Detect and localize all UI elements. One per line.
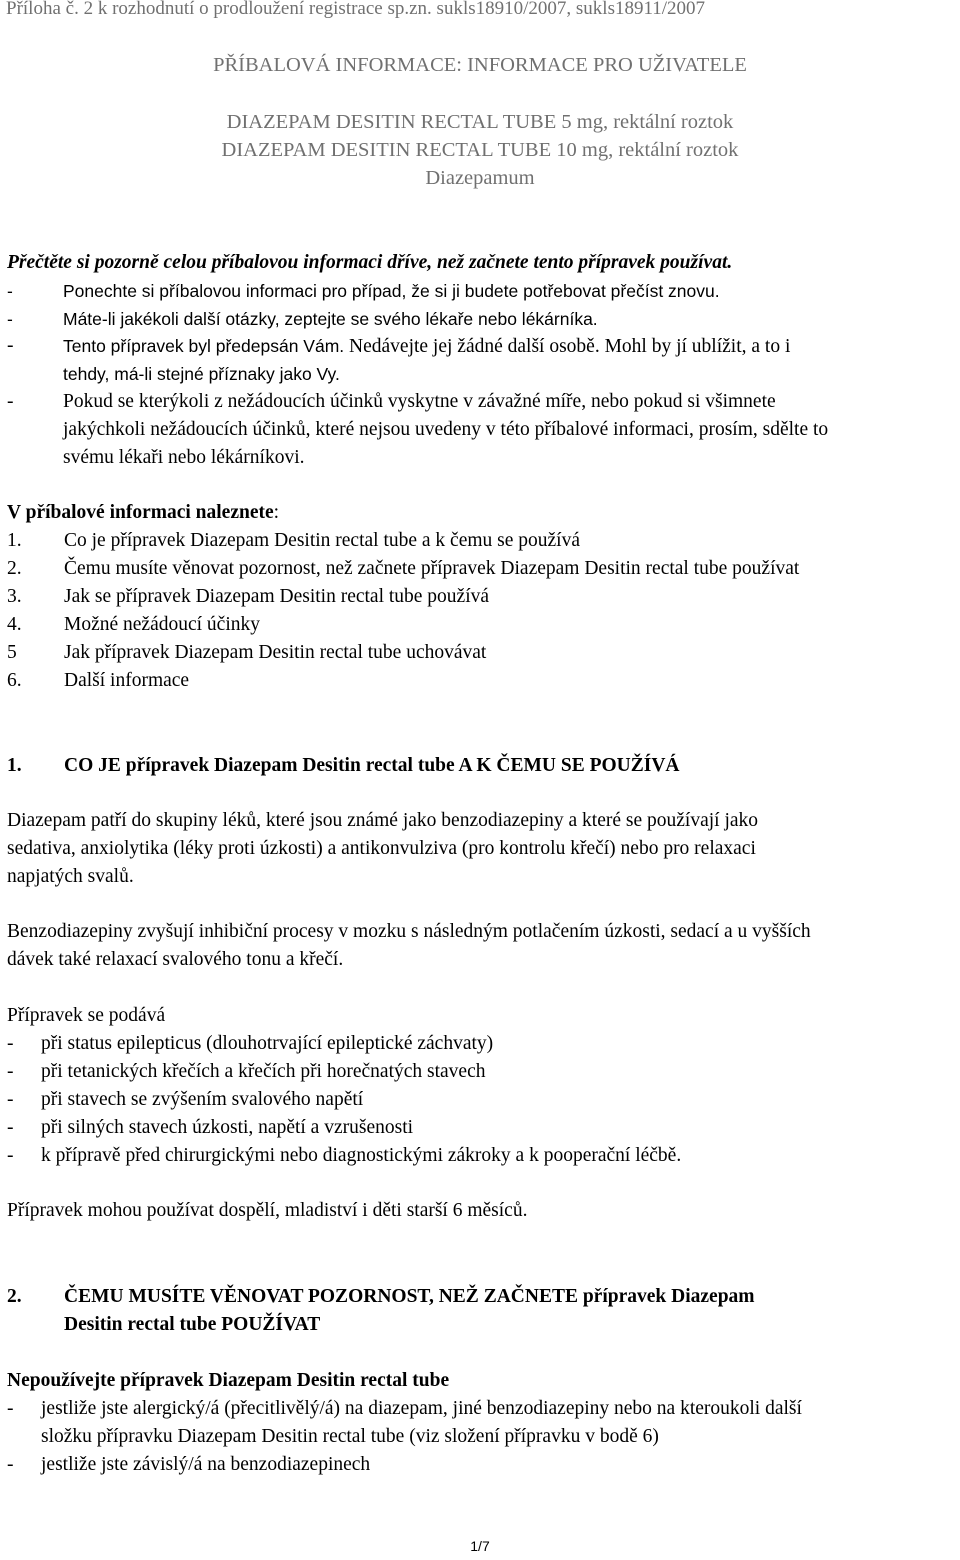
warning-item-part: Tento přípravek byl předepsán Vám. (63, 336, 345, 356)
toc-number: 4. (7, 614, 22, 635)
warning-item-part: Nedávejte jej žádné další osobě. (344, 336, 600, 357)
list-dash: - (7, 1145, 14, 1166)
warning-item: Ponechte si příbalovou informaci pro případ, že si ji budete potřebovat přečíst znovu. (63, 281, 720, 301)
administration-item: k přípravě před chirurgickými nebo diagnostickými zákroky a k pooperační léčbě. (41, 1145, 682, 1166)
section-2-title-continued: Desitin rectal tube POUŽÍVAT (64, 1314, 321, 1335)
toc-item: Čemu musíte věnovat pozornost, než začnete přípravek Diazepam Desitin rectal tube používat (64, 558, 800, 579)
list-dash: - (7, 1033, 14, 1054)
administration-item: při tetanických křečích a křečích při horečnatých stavech (41, 1061, 486, 1082)
list-dash: - (7, 1398, 14, 1419)
list-dash: - (7, 309, 13, 329)
section-1-paragraph: Benzodiazepiny zvyšují inhibiční procesy v mozku s následným potlačením úzkosti, sedací a u vyšších (7, 921, 811, 942)
warning-heading: Přečtěte si pozorně celou příbalovou informaci dříve, než začnete tento přípravek používat. (7, 252, 733, 273)
contraindications-heading: Nepoužívejte přípravek Diazepam Desitin rectal tube (7, 1370, 450, 1391)
list-dash: - (7, 1117, 14, 1138)
toc-heading-colon: : (273, 502, 280, 523)
list-dash: - (7, 391, 14, 412)
section-1-number: 1. (7, 755, 22, 776)
active-substance: Diazepamum (425, 167, 535, 189)
section-1-paragraph: dávek také relaxací svalového tonu a křečí. (7, 949, 344, 970)
list-dash: - (7, 335, 14, 356)
page-number: 1/7 (470, 1538, 490, 1554)
list-dash: - (7, 1061, 14, 1082)
toc-item: Jak přípravek Diazepam Desitin rectal tube uchovávat (64, 642, 487, 663)
section-2-title: ČEMU MUSÍTE VĚNOVAT POZORNOST, NEŽ ZAČNETE přípravek Diazepam (64, 1286, 755, 1307)
toc-item: Co je přípravek Diazepam Desitin rectal tube a k čemu se používá (64, 530, 581, 551)
administration-item: při silných stavech úzkosti, napětí a vzrušenosti (41, 1117, 414, 1138)
administration-heading: Přípravek se podává (7, 1005, 166, 1026)
administration-item: při stavech se zvýšením svalového napětí (41, 1089, 364, 1110)
toc-item: Možné nežádoucí účinky (64, 614, 261, 635)
list-dash: - (7, 1089, 14, 1110)
warning-item: Pokud se kterýkoli z nežádoucích účinků vyskytne v závažné míře, nebo pokud si všimnete (63, 391, 776, 412)
toc-number: 6. (7, 670, 22, 691)
list-dash: - (7, 1454, 14, 1475)
warning-item-continued: svému lékaři nebo lékárníkovi. (63, 447, 305, 468)
administration-item: při status epilepticus (dlouhotrvající epileptické záchvaty) (41, 1033, 494, 1054)
toc-number: 1. (7, 530, 22, 551)
warning-item-continued: jakýchkoli nežádoucích účinků, které nejsou uvedeny v této příbalové informaci, prosím, sdělte to (63, 419, 829, 440)
warning-item (63, 332, 790, 361)
toc-number: 2. (7, 558, 22, 579)
toc-heading-text: V příbalové informaci naleznete (7, 502, 274, 523)
usage-statement: Přípravek mohou používat dospělí, mladiství i děti starší 6 měsíců. (7, 1200, 528, 1221)
contraindication-item: jestliže jste alergický/á (přecitlivělý/á) na diazepam, jiné benzodiazepiny nebo na kteroukoli další (41, 1398, 802, 1419)
section-2-number: 2. (7, 1286, 22, 1307)
document-title: PŘÍBALOVÁ INFORMACE: INFORMACE PRO UŽIVATELE (213, 54, 747, 76)
warning-item: Máte-li jakékoli další otázky, zeptejte se svého lékaře nebo lékárníka. (63, 309, 598, 329)
contraindication-item: jestliže jste závislý/á na benzodiazepinech (41, 1454, 371, 1475)
contraindication-item-continued: složku přípravku Diazepam Desitin rectal tube (viz složení přípravku v bodě 6) (41, 1426, 659, 1447)
toc-number: 5 (7, 642, 17, 663)
warning-item-part: Mohl by jí ublížit, a to i (599, 336, 791, 357)
section-1-title: CO JE přípravek Diazepam Desitin rectal tube A K ČEMU SE POUŽÍVÁ (64, 755, 680, 776)
annex-header: Příloha č. 2 k rozhodnutí o prodloužení registrace sp.zn. sukls18910/2007, sukls18911/2007 (6, 0, 706, 19)
toc-number: 3. (7, 586, 22, 607)
section-1-paragraph: sedativa, anxiolytika (léky proti úzkosti) a antikonvulziva (pro kontrolu křečí) nebo pro relaxaci (7, 838, 756, 859)
section-1-paragraph: napjatých svalů. (7, 866, 134, 887)
warning-item-continued: tehdy, má-li stejné příznaky jako Vy. (63, 364, 340, 384)
list-dash: - (7, 281, 13, 301)
product-name-5mg: DIAZEPAM DESITIN RECTAL TUBE 5 mg, rektální roztok (226, 111, 734, 133)
product-name-10mg: DIAZEPAM DESITIN RECTAL TUBE 10 mg, rektální roztok (221, 139, 739, 161)
toc-item: Jak se přípravek Diazepam Desitin rectal tube používá (64, 586, 490, 607)
toc-heading (7, 499, 279, 527)
section-1-paragraph: Diazepam patří do skupiny léků, které jsou známé jako benzodiazepiny a které se používají jako (7, 810, 759, 831)
toc-item: Další informace (64, 670, 190, 691)
